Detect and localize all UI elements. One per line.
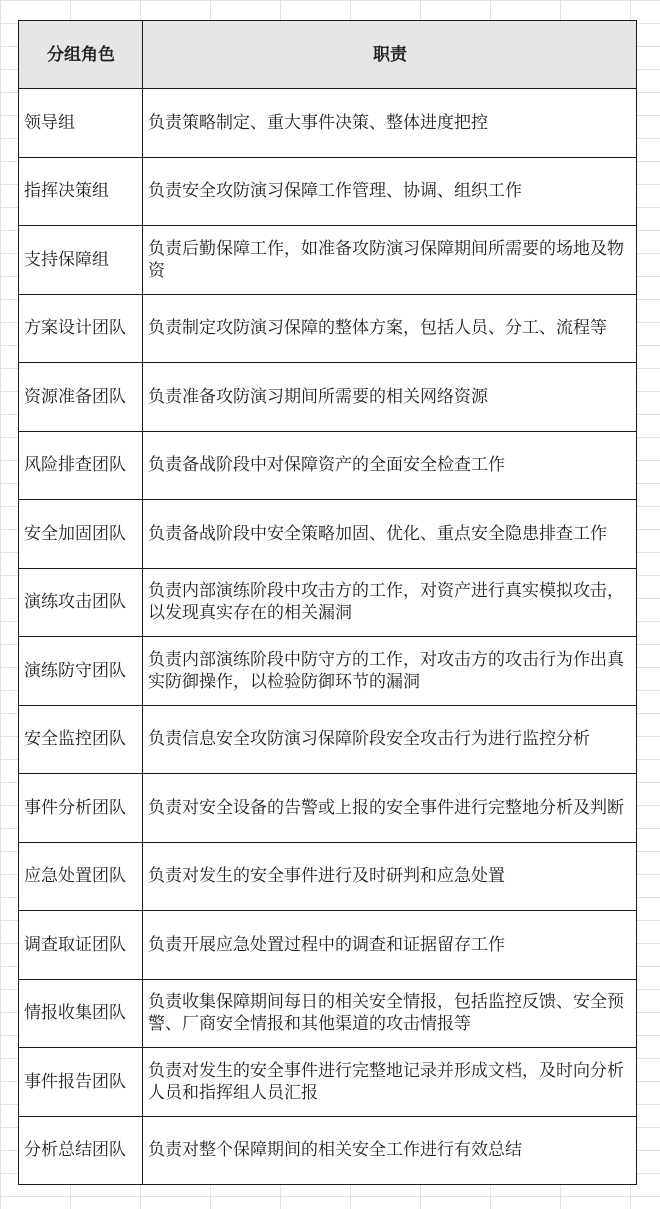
header-row bbox=[19, 21, 637, 89]
header-duty: 职责 bbox=[143, 21, 637, 89]
table-row bbox=[19, 1116, 637, 1185]
table-row bbox=[19, 431, 637, 500]
duty-cell: 负责对安全设备的告警或上报的安全事件进行完整地分析及判断 bbox=[143, 774, 637, 843]
role-cell: 应急处置团队 bbox=[19, 842, 143, 911]
duty-cell: 负责准备攻防演习期间所需要的相关网络资源 bbox=[143, 363, 637, 432]
role-cell: 安全加固团队 bbox=[19, 500, 143, 569]
table-row bbox=[19, 226, 637, 295]
duty-cell: 负责内部演练阶段中攻击方的工作，对资产进行真实模拟攻击，以发现真实存在的相关漏洞 bbox=[143, 568, 637, 637]
role-cell: 领导组 bbox=[19, 89, 143, 158]
table-row bbox=[19, 500, 637, 569]
role-cell: 事件报告团队 bbox=[19, 1048, 143, 1117]
table-row bbox=[19, 568, 637, 637]
role-cell: 安全监控团队 bbox=[19, 705, 143, 774]
duty-cell: 负责制定攻防演习保障的整体方案，包括人员、分工、流程等 bbox=[143, 294, 637, 363]
table-row bbox=[19, 979, 637, 1048]
table-row bbox=[19, 1048, 637, 1117]
table-row bbox=[19, 294, 637, 363]
role-cell: 风险排查团队 bbox=[19, 431, 143, 500]
responsibility-table bbox=[18, 20, 637, 1185]
table-row bbox=[19, 705, 637, 774]
duty-cell: 负责对整个保障期间的相关安全工作进行有效总结 bbox=[143, 1116, 637, 1185]
table-row bbox=[19, 89, 637, 158]
table-row bbox=[19, 842, 637, 911]
header-role: 分组角色 bbox=[19, 21, 143, 89]
role-cell: 方案设计团队 bbox=[19, 294, 143, 363]
role-cell: 资源准备团队 bbox=[19, 363, 143, 432]
table-row bbox=[19, 774, 637, 843]
duty-cell: 负责收集保障期间每日的相关安全情报，包括监控反馈、安全预警、厂商安全情报和其他渠道的攻击情报等 bbox=[143, 979, 637, 1048]
role-cell: 指挥决策组 bbox=[19, 157, 143, 226]
role-cell: 演练防守团队 bbox=[19, 637, 143, 706]
role-cell: 事件分析团队 bbox=[19, 774, 143, 843]
table-row bbox=[19, 157, 637, 226]
duty-cell: 负责内部演练阶段中防守方的工作，对攻击方的攻击行为作出真实防御操作，以检验防御环节的漏洞 bbox=[143, 637, 637, 706]
duty-cell: 负责信息安全攻防演习保障阶段安全攻击行为进行监控分析 bbox=[143, 705, 637, 774]
table-row bbox=[19, 911, 637, 980]
table-row bbox=[19, 637, 637, 706]
table-row bbox=[19, 363, 637, 432]
duty-cell: 负责安全攻防演习保障工作管理、协调、组织工作 bbox=[143, 157, 637, 226]
duty-cell: 负责对发生的安全事件进行完整地记录并形成文档，及时向分析人员和指挥组人员汇报 bbox=[143, 1048, 637, 1117]
role-cell: 演练攻击团队 bbox=[19, 568, 143, 637]
role-cell: 情报收集团队 bbox=[19, 979, 143, 1048]
duty-cell: 负责开展应急处置过程中的调查和证据留存工作 bbox=[143, 911, 637, 980]
duty-cell: 负责策略制定、重大事件决策、整体进度把控 bbox=[143, 89, 637, 158]
role-cell: 调查取证团队 bbox=[19, 911, 143, 980]
duty-cell: 负责对发生的安全事件进行及时研判和应急处置 bbox=[143, 842, 637, 911]
duty-cell: 负责后勤保障工作，如准备攻防演习保障期间所需要的场地及物资 bbox=[143, 226, 637, 295]
role-cell: 支持保障组 bbox=[19, 226, 143, 295]
role-cell: 分析总结团队 bbox=[19, 1116, 143, 1185]
duty-cell: 负责备战阶段中安全策略加固、优化、重点安全隐患排查工作 bbox=[143, 500, 637, 569]
duty-cell: 负责备战阶段中对保障资产的全面安全检查工作 bbox=[143, 431, 637, 500]
